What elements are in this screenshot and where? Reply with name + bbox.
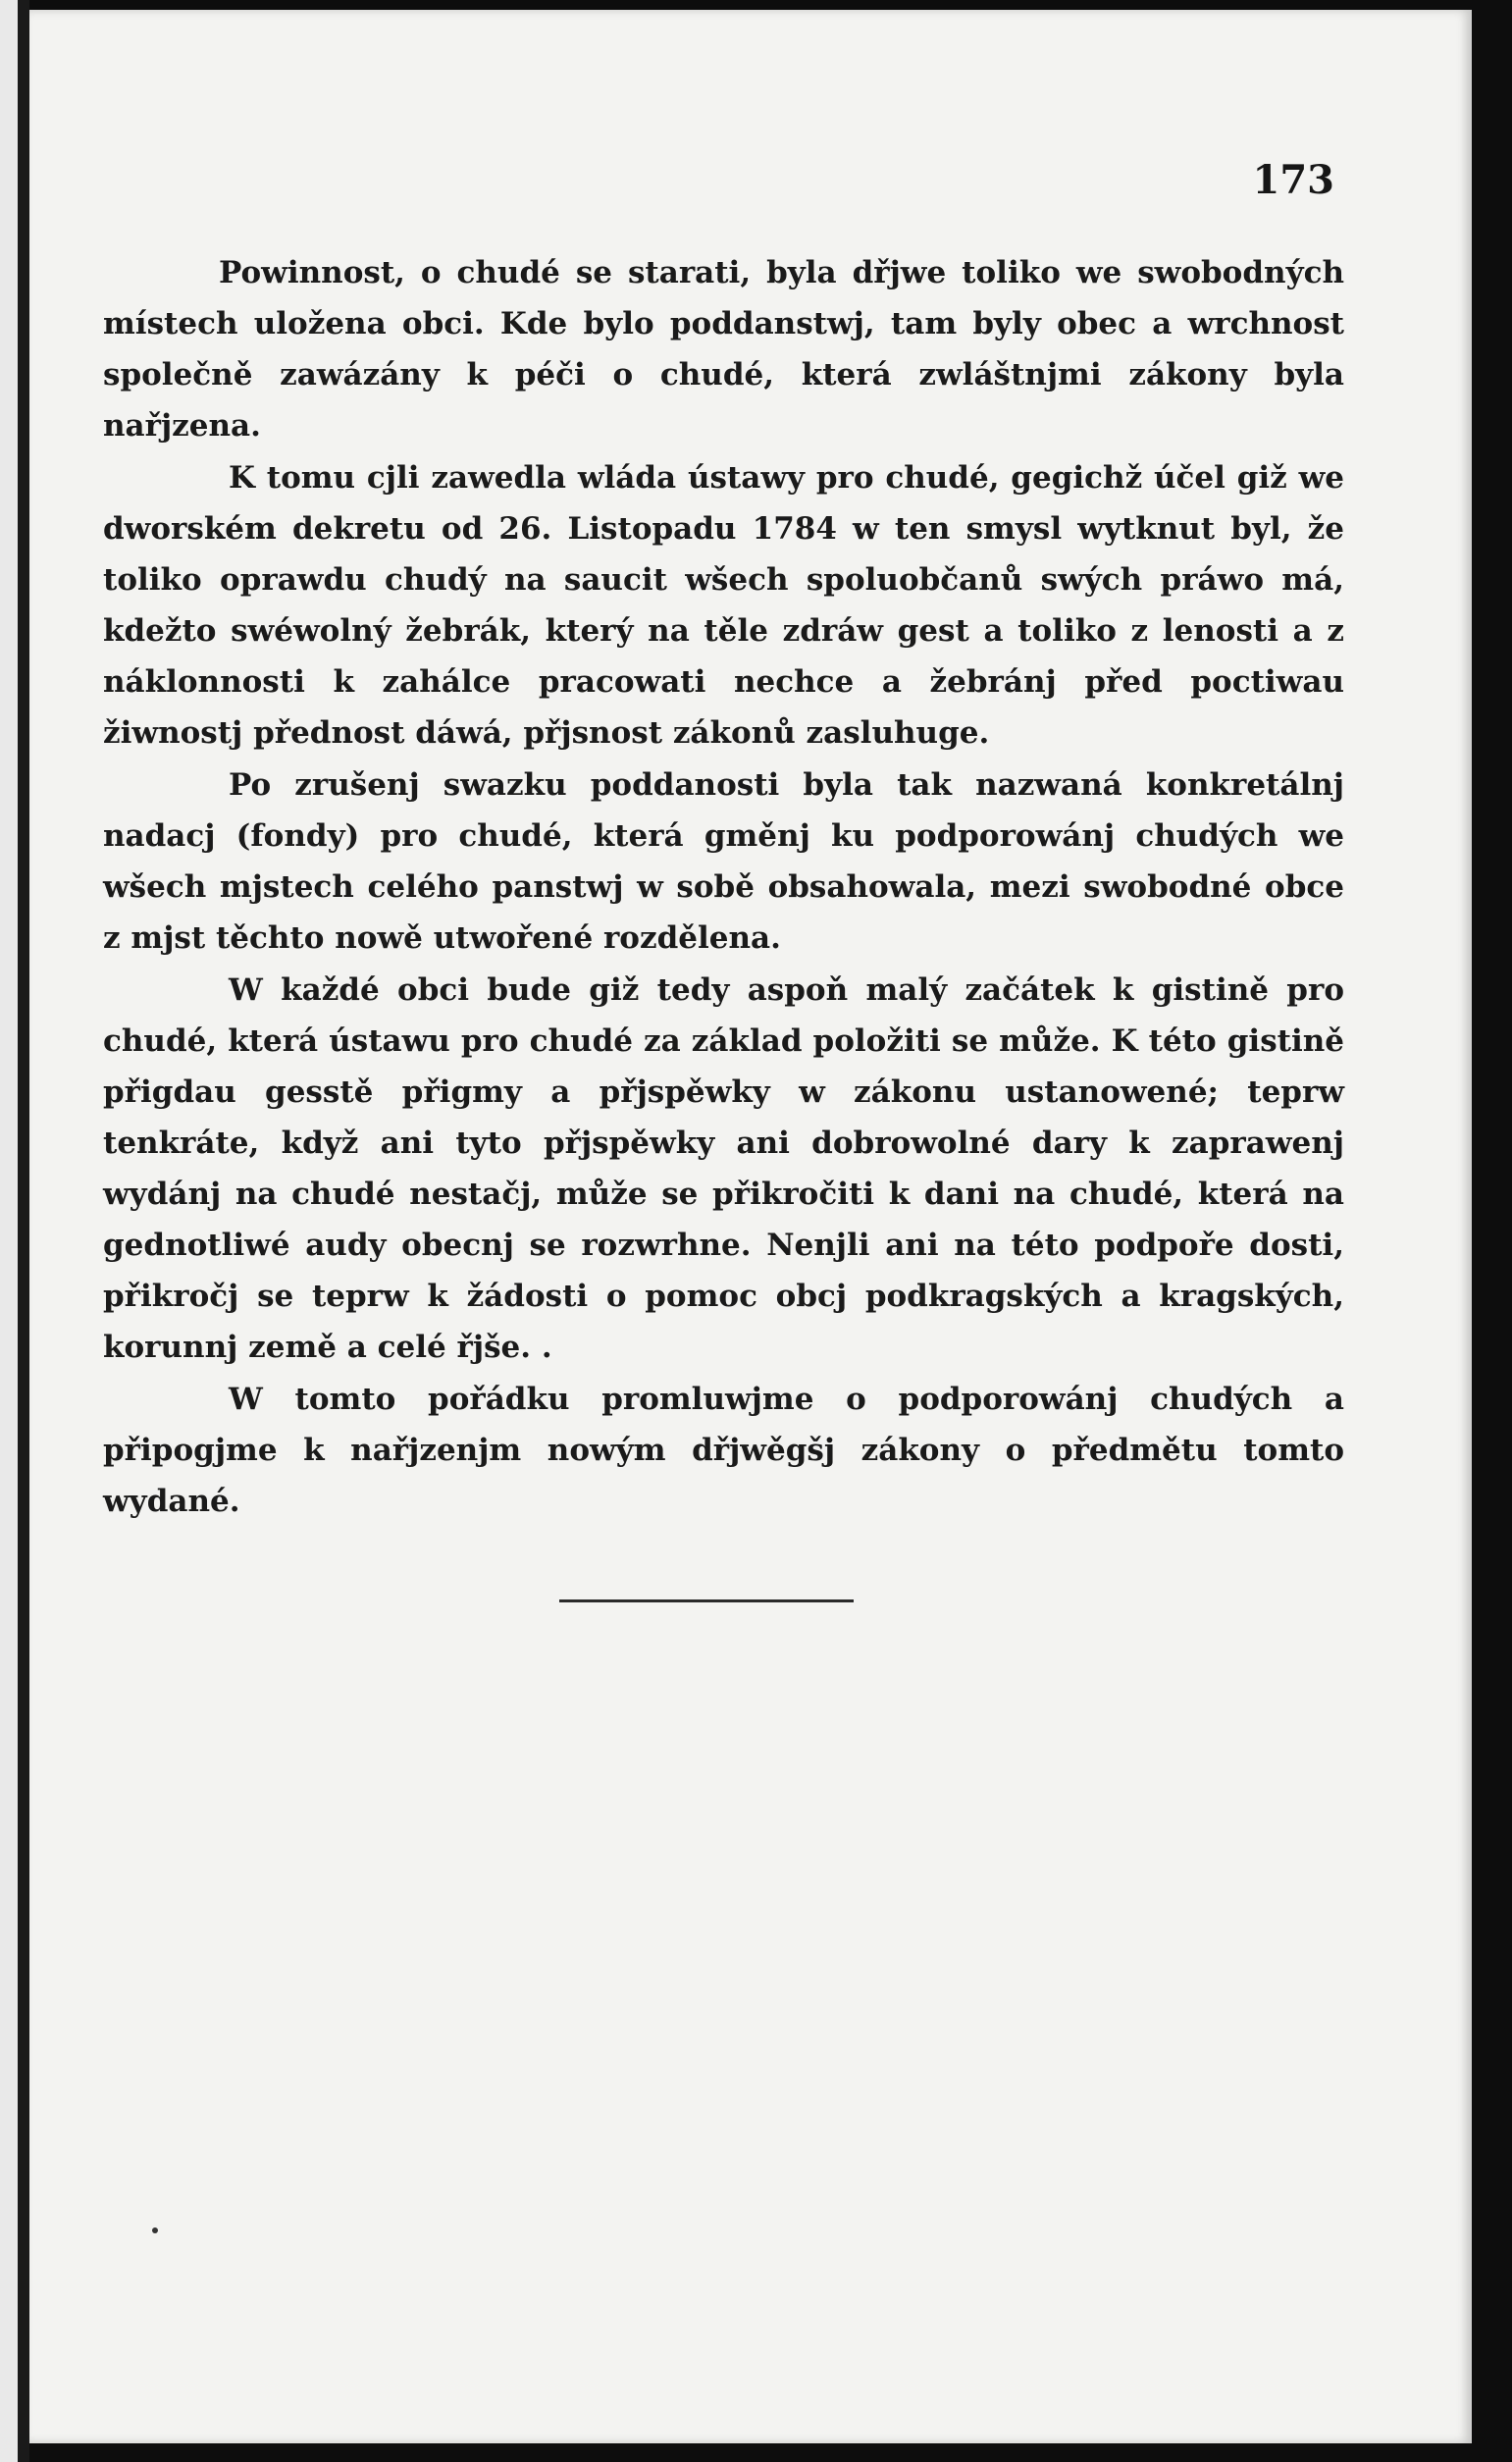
paragraph-3: Po zrušenj swazku poddanosti byla tak nazwaná konkretálnj nadacj (fondy) pro chudé, která gměnj ku podporowánj chudých we wšech mjstech celého panstwj w sobě obsahowala, mezi swobodné obce z mjst těchto nowě utwořené rozdělena. xyxy=(103,767,1344,956)
book-page xyxy=(29,10,1472,2443)
paragraph-5: W tomto pořádku promluwjme o podporowánj chudých a připogjme k nařjzenjm nowým dřjwěgšj zákony o předmětu tomto wydané. xyxy=(103,1382,1344,1519)
page-number: 173 xyxy=(1252,157,1334,203)
paragraph-4: W každé obci bude giž tedy aspoň malý začátek k gistině pro chudé, která ústawu pro chudé za základ položiti se může. K této gistině přigdau gesstě přigmy a přjspěwky w zákonu ustanowené; teprw tenkráte, když ani tyto přjspěwky ani dobrowolné dary k zaprawenj wydánj na chudé nestačj, může se přikročiti k dani na chudé, která na gednotliwé audy obecnj se rozwrhne. Nenjli ani na této podpoře dosti, přikročj se teprw k žádosti o pomoc obcj podkragských a kragských, korunnj země a celé řjše. . xyxy=(103,972,1344,1365)
left-page-edge xyxy=(0,0,29,2462)
section-divider xyxy=(559,1599,854,1602)
ink-speck xyxy=(152,2227,158,2233)
paragraph-1: Powinnost, o chudé se starati, byla dřjwe toliko we swobodných místech uložena obci. Kde bylo poddanstwj, tam byly obec a wrchnost společně zawázány k péči o chudé, která zwláštnjmi zákony byla nařjzena. xyxy=(103,255,1344,444)
page-text xyxy=(103,247,1344,1528)
paragraph-2: K tomu cjli zawedla wláda ústawy pro chudé, gegichž účel giž we dworském dekretu od 26. Listopadu 1784 w ten smysl wytknut byl, že toliko oprawdu chudý na saucit wšech spoluobčanů swých práwo má, kdežto swéwolný žebrák, který na těle zdráw gest a toliko z lenosti a z náklonnosti k zahálce pracowati nechce a žebránj před poctiwau žiwnostj přednost dáwá, přjsnost zákonů zasluhuge. xyxy=(103,460,1344,751)
book-gutter xyxy=(18,0,29,2462)
